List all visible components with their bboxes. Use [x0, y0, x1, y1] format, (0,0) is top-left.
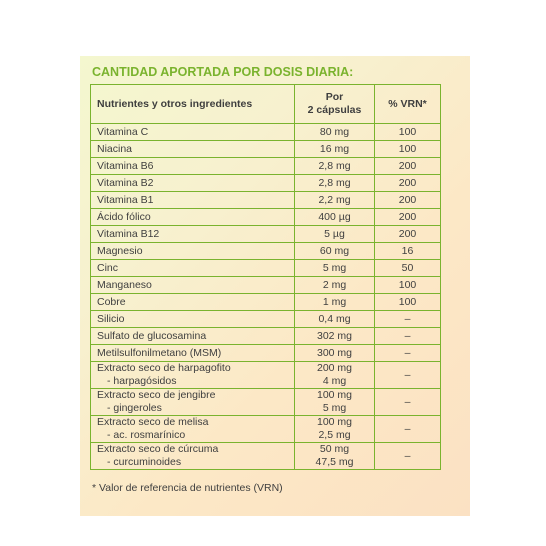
footnote: * Valor de referencia de nutrientes (VRN) [92, 482, 283, 494]
dose-value: 302 mg [295, 328, 375, 345]
dose-value: 1 mg [295, 294, 375, 311]
extract-name-cell [91, 362, 295, 389]
table-row [91, 209, 441, 226]
vrn-value: – [375, 311, 441, 328]
vrn-value: 200 [375, 209, 441, 226]
dose-value: 300 mg [295, 345, 375, 362]
table-row [91, 124, 441, 141]
table-row-extract [91, 443, 441, 470]
dose-value: 2,8 mg [295, 158, 375, 175]
vrn-value: – [375, 416, 441, 443]
nutrient-name: Metilsulfonilmetano (MSM) [91, 345, 295, 362]
table-row-extract [91, 362, 441, 389]
nutrition-table [90, 84, 441, 470]
extract-name: Extracto seco de jengibre [97, 389, 216, 401]
vrn-value: 100 [375, 277, 441, 294]
nutrient-name: Magnesio [91, 243, 295, 260]
vrn-value: 100 [375, 294, 441, 311]
nutrient-name: Vitamina B2 [91, 175, 295, 192]
vrn-value: 100 [375, 141, 441, 158]
compound-dose: 4 mg [322, 375, 347, 387]
nutrient-name: Vitamina B12 [91, 226, 295, 243]
table-row [91, 294, 441, 311]
dose-value: 16 mg [295, 141, 375, 158]
nutrient-name: Cobre [91, 294, 295, 311]
table-title: CANTIDAD APORTADA POR DOSIS DIARIA: [92, 65, 354, 79]
compound-dose: 2,5 mg [318, 429, 351, 441]
header-dose [295, 85, 375, 124]
nutrient-name: Vitamina B6 [91, 158, 295, 175]
vrn-value: – [375, 443, 441, 470]
vrn-value: 200 [375, 192, 441, 209]
extract-name: Extracto seco de harpagofito [97, 362, 231, 374]
extract-name-cell [91, 389, 295, 416]
header-dose-line2: 2 cápsulas [307, 104, 362, 116]
vrn-value: 16 [375, 243, 441, 260]
extract-active-compound: - gingeroles [107, 402, 162, 414]
extract-name-cell [91, 443, 295, 470]
vrn-value: 200 [375, 175, 441, 192]
extract-active-compound: - harpagósidos [107, 375, 177, 387]
extract-dose-cell [295, 416, 375, 443]
nutrient-name: Ácido fólico [91, 209, 295, 226]
dose-value: 2,2 mg [295, 192, 375, 209]
header-nutrients: Nutrientes y otros ingredientes [91, 85, 295, 124]
extract-dose-cell [295, 389, 375, 416]
extract-active-compound: - ac. rosmarínico [107, 429, 186, 441]
dose-value: 60 mg [295, 243, 375, 260]
header-dose-line1: Por [325, 91, 344, 103]
vrn-value: – [375, 389, 441, 416]
dose-value: 5 mg [295, 260, 375, 277]
table-row [91, 328, 441, 345]
nutrient-name: Cinc [91, 260, 295, 277]
table-row [91, 192, 441, 209]
header-vrn: % VRN* [375, 85, 441, 124]
table-row [91, 141, 441, 158]
dose-value: 0,4 mg [295, 311, 375, 328]
extract-dose: 50 mg [319, 443, 350, 455]
extract-dose: 100 mg [316, 416, 353, 428]
table-row [91, 158, 441, 175]
extract-name: Extracto seco de melisa [97, 416, 209, 428]
dose-value: 2 mg [295, 277, 375, 294]
vrn-value: – [375, 345, 441, 362]
table-row [91, 311, 441, 328]
vrn-value: – [375, 328, 441, 345]
compound-dose: 5 mg [322, 402, 347, 414]
nutrient-name: Sulfato de glucosamina [91, 328, 295, 345]
compound-dose: 47,5 mg [315, 456, 354, 468]
nutrient-name: Silicio [91, 311, 295, 328]
extract-dose-cell [295, 443, 375, 470]
vrn-value: 100 [375, 124, 441, 141]
extract-dose: 200 mg [316, 362, 353, 374]
dose-value: 400 µg [295, 209, 375, 226]
table-row [91, 226, 441, 243]
extract-name-cell [91, 416, 295, 443]
table-row [91, 243, 441, 260]
extract-name: Extracto seco de cúrcuma [97, 443, 219, 455]
nutrient-name: Vitamina B1 [91, 192, 295, 209]
nutrient-name: Manganeso [91, 277, 295, 294]
table-row-extract [91, 389, 441, 416]
nutrient-name: Niacina [91, 141, 295, 158]
vrn-value: 50 [375, 260, 441, 277]
vrn-value: – [375, 362, 441, 389]
dose-value: 2,8 mg [295, 175, 375, 192]
header-row [91, 85, 441, 124]
table-row [91, 175, 441, 192]
nutrient-name: Vitamina C [91, 124, 295, 141]
dose-value: 80 mg [295, 124, 375, 141]
vrn-value: 200 [375, 158, 441, 175]
table-row [91, 260, 441, 277]
extract-dose: 100 mg [316, 389, 353, 401]
dose-value: 5 µg [295, 226, 375, 243]
vrn-value: 200 [375, 226, 441, 243]
table-row [91, 345, 441, 362]
extract-active-compound: - curcuminoides [107, 456, 182, 468]
extract-dose-cell [295, 362, 375, 389]
table-row-extract [91, 416, 441, 443]
table-row [91, 277, 441, 294]
